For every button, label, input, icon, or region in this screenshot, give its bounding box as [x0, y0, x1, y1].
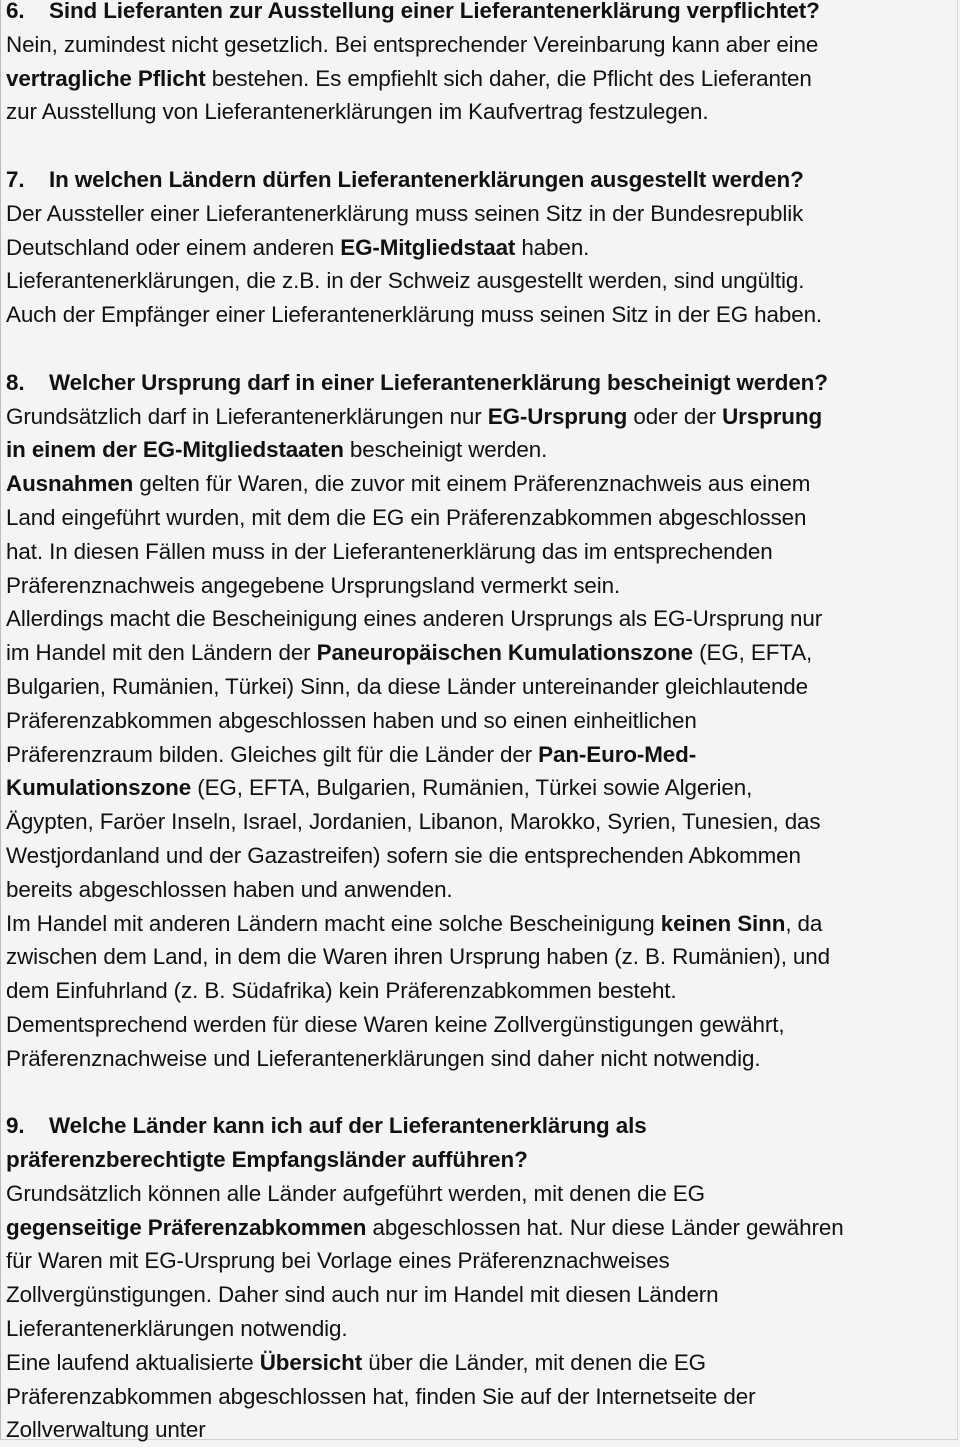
- text-line: zwischen dem Land, in dem die Waren ihren Ursprung haben (z. B. Rumänien), und: [6, 944, 830, 970]
- text-line: Präferenznachweise und Lieferantenerklärungen sind daher nicht notwendig.: [6, 1045, 761, 1071]
- section-7-heading: [6, 163, 960, 197]
- text-line: Grundsätzlich darf in Lieferantenerklärungen nur EG-Ursprung oder der Ursprung: [6, 403, 823, 429]
- heading-text: Welche Länder kann ich auf der Lieferantenerklärung als: [49, 1113, 647, 1139]
- bold-term: in einem der EG-Mitgliedstaaten: [6, 437, 344, 463]
- bold-term: Übersicht: [259, 1349, 363, 1375]
- section-number: 6.: [6, 0, 25, 23]
- text-line: Im Handel mit anderen Ländern macht eine solche Bescheinigung keinen Sinn, da: [6, 910, 823, 936]
- text-line: Nein, zumindest nicht gesetzlich. Bei entsprechender Vereinbarung kann aber eine: [6, 31, 819, 57]
- text-line: Grundsätzlich können alle Länder aufgeführt werden, mit denen die EG: [6, 1180, 705, 1206]
- bold-term: gegenseitige Präferenzabkommen: [6, 1214, 367, 1240]
- document-content: [6, 0, 960, 1447]
- section-6-heading: [6, 0, 960, 28]
- text-line: in einem der EG-Mitgliedstaaten bescheinigt werden.: [6, 437, 548, 463]
- bold-term: Ausnahmen: [6, 471, 134, 497]
- heading-text: Sind Lieferanten zur Ausstellung einer Lieferantenerklärung verpflichtet?: [49, 0, 820, 23]
- bold-term: Pan-Euro-Med-: [538, 741, 697, 767]
- text-line: vertragliche Pflicht bestehen. Es empfiehlt sich daher, die Pflicht des Lieferanten: [6, 65, 812, 91]
- text-line: zur Ausstellung von Lieferantenerklärungen im Kaufvertrag festzulegen.: [6, 99, 709, 125]
- text-line: Zollvergünstigungen. Daher sind auch nur im Handel mit diesen Ländern: [6, 1282, 719, 1308]
- text-line: Präferenznachweis angegebene Ursprungsland vermerkt sein.: [6, 572, 621, 598]
- spacer: [6, 332, 960, 366]
- text-line: Westjordanland und der Gazastreifen) sofern sie die entsprechenden Abkommen: [6, 842, 801, 868]
- bold-term: keinen Sinn: [660, 910, 786, 936]
- bold-term: vertragliche Pflicht: [6, 65, 206, 91]
- text-line: Zollverwaltung unter: [6, 1417, 206, 1443]
- section-8-heading: [6, 366, 960, 400]
- text-line: dem Einfuhrland (z. B. Südafrika) kein Präferenzabkommen besteht.: [6, 978, 677, 1004]
- text-line: Land eingeführt wurden, mit dem die EG ein Präferenzabkommen abgeschlossen: [6, 504, 807, 530]
- text-line: Der Aussteller einer Lieferantenerklärung muss seinen Sitz in der Bundesrepublik: [6, 200, 804, 226]
- text-line: Präferenzraum bilden. Gleiches gilt für die Länder der Pan-Euro-Med-: [6, 741, 697, 767]
- text-line: für Waren mit EG-Ursprung bei Vorlage eines Präferenznachweises: [6, 1248, 670, 1274]
- text-line: Dementsprechend werden für diese Waren keine Zollvergünstigungen gewährt,: [6, 1011, 785, 1037]
- section-9-heading-continued: präferenzberechtigte Empfangsländer aufführen?: [6, 1147, 528, 1173]
- text-line: Ägypten, Faröer Inseln, Israel, Jordanien, Libanon, Marokko, Syrien, Tunesien, das: [6, 809, 821, 835]
- text-line: Allerdings macht die Bescheinigung eines anderen Ursprungs als EG-Ursprung nur: [6, 606, 823, 632]
- text-line: Präferenzabkommen abgeschlossen haben und so einen einheitlichen: [6, 707, 697, 733]
- text-line: im Handel mit den Ländern der Paneuropäischen Kumulationszone (EG, EFTA,: [6, 640, 813, 666]
- text-line: hat. In diesen Fällen muss in der Lieferantenerklärung das im entsprechenden: [6, 538, 773, 564]
- bold-term: Ursprung: [722, 403, 823, 429]
- text-line: Bulgarien, Rumänien, Türkei) Sinn, da diese Länder untereinander gleichlautende: [6, 673, 809, 699]
- heading-text: Welcher Ursprung darf in einer Lieferantenerklärung bescheinigt werden?: [49, 369, 828, 395]
- spacer: [6, 129, 960, 163]
- bold-term: Kumulationszone: [6, 775, 192, 801]
- heading-text: In welchen Ländern dürfen Lieferantenerklärungen ausgestellt werden?: [49, 166, 804, 192]
- section-number: 9.: [6, 1113, 25, 1139]
- section-9-heading: [6, 1109, 960, 1143]
- bold-term: EG-Ursprung: [487, 403, 628, 429]
- text-line: Ausnahmen gelten für Waren, die zuvor mit einem Präferenznachweis aus einem: [6, 471, 811, 497]
- text-line: bereits abgeschlossen haben und anwenden.: [6, 876, 453, 902]
- text-line: Präferenzabkommen abgeschlossen hat, finden Sie auf der Internetseite der: [6, 1383, 756, 1409]
- text-line: Auch der Empfänger einer Lieferantenerklärung muss seinen Sitz in der EG haben.: [6, 302, 823, 328]
- text-line: Deutschland oder einem anderen EG-Mitgliedstaat haben.: [6, 234, 590, 260]
- bold-term: EG-Mitgliedstaat: [340, 234, 516, 260]
- section-number: 7.: [6, 166, 25, 192]
- spacer: [6, 1076, 960, 1110]
- bold-term: Paneuropäischen Kumulationszone: [316, 640, 694, 666]
- text-line: Kumulationszone (EG, EFTA, Bulgarien, Rumänien, Türkei sowie Algerien,: [6, 775, 753, 801]
- text-line: gegenseitige Präferenzabkommen abgeschlossen hat. Nur diese Länder gewähren: [6, 1214, 844, 1240]
- text-line: Lieferantenerklärungen, die z.B. in der Schweiz ausgestellt werden, sind ungültig.: [6, 268, 805, 294]
- section-number: 8.: [6, 369, 25, 395]
- text-line: Eine laufend aktualisierte Übersicht über die Länder, mit denen die EG: [6, 1349, 706, 1375]
- text-line: Lieferantenerklärungen notwendig.: [6, 1316, 348, 1342]
